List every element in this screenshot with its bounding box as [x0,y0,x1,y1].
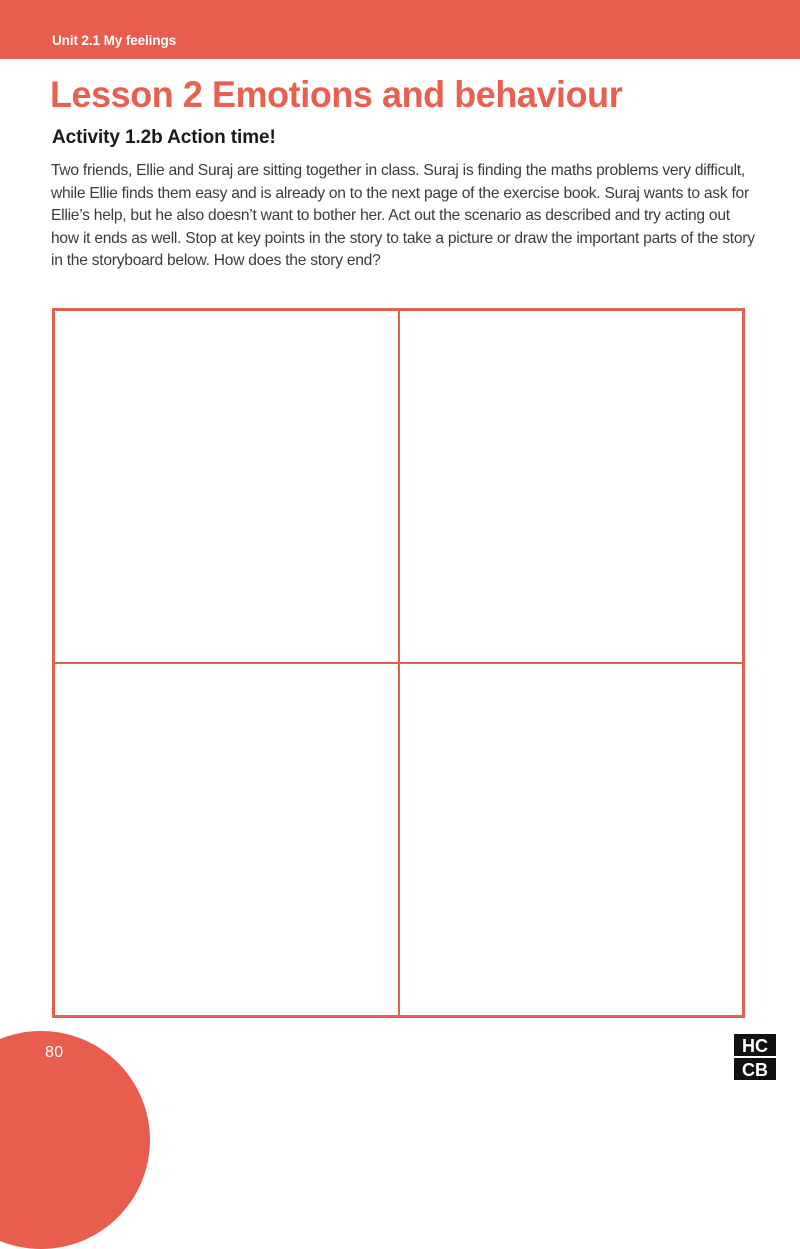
activity-instructions: Two friends, Ellie and Suraj are sitting together in class. Suraj is finding the maths problems very difficult, while Ellie finds them easy and is already on to the next page of the exercise book. Suraj wants to ask for Ellie’s help, but he also doesn’t want to bother her. Act out the scenario as described and try acting out how it ends as well. Stop at key points in the story to take a picture or draw the important parts of the story in the storyboard below. How does the story end? [51,162,755,270]
page-title: Lesson 2 Emotions and behaviour [50,74,623,115]
unit-header-band [0,0,800,59]
logo-line-2: CB [742,1060,768,1080]
storyboard-panel-4[interactable] [399,663,743,1015]
publisher-logo [734,1034,776,1080]
storyboard-grid [52,308,745,1018]
activity-heading: Activity 1.2b Action time! [52,127,276,148]
unit-label: Unit 2.1 My feelings [52,33,177,48]
storyboard-panel-1[interactable] [55,311,399,663]
page-number: 80 [45,1044,64,1061]
storyboard-panel-2[interactable] [399,311,743,663]
logo-line-1: HC [742,1036,768,1056]
page-number-badge [0,1031,150,1249]
storyboard-panel-3[interactable] [55,663,399,1015]
hccb-logo-icon [734,1034,776,1080]
